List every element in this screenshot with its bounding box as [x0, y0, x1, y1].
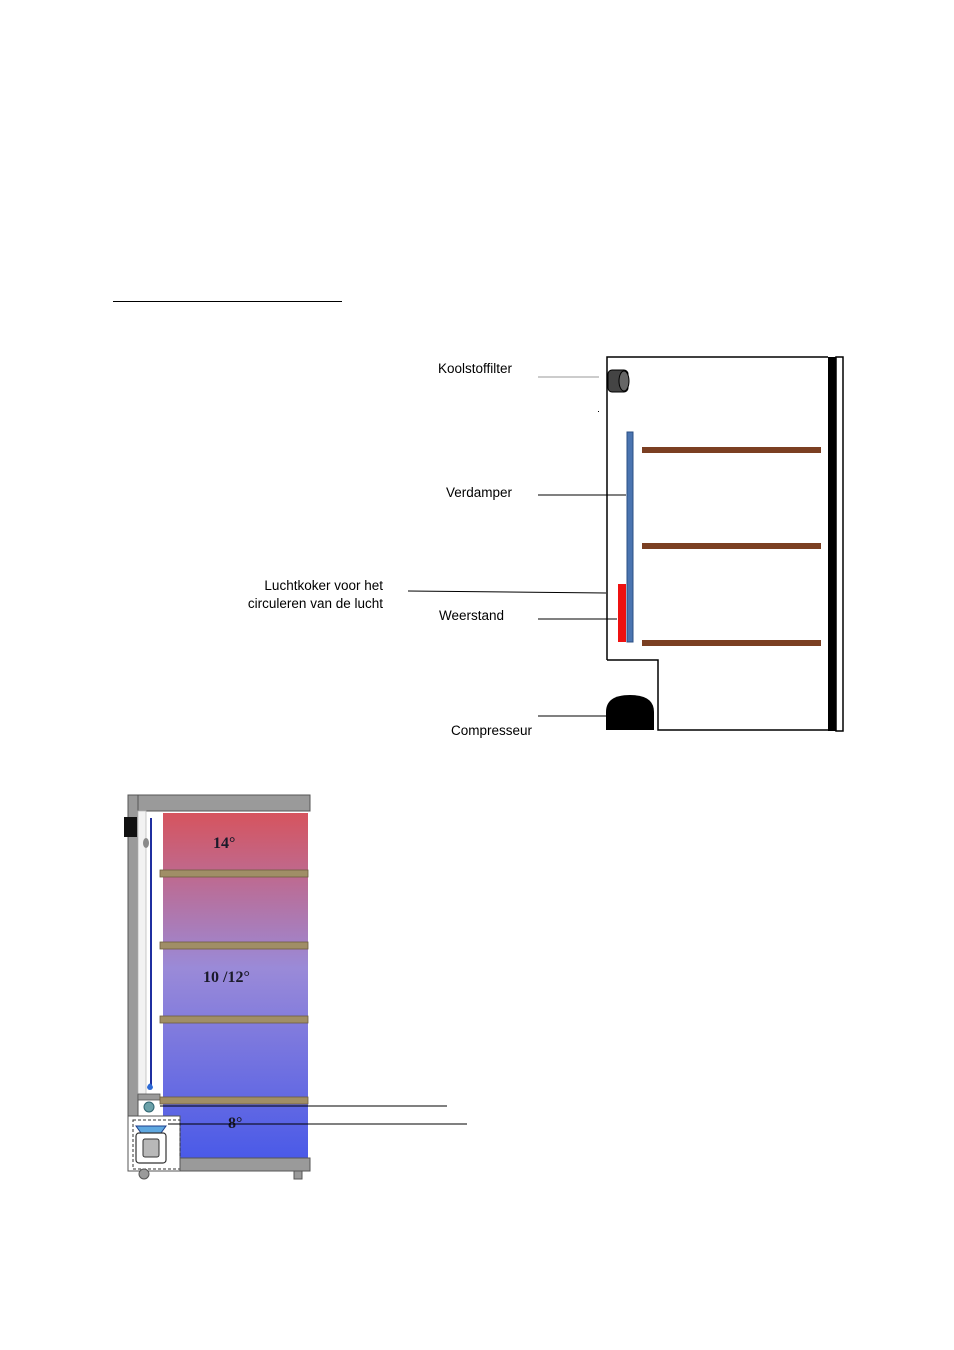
- bottom-wall: [180, 1158, 310, 1171]
- shelf: [160, 942, 308, 949]
- shelf: [160, 1016, 308, 1023]
- air-duct-label-line1: Luchtkoker voor het: [264, 578, 383, 593]
- filter-cap: [143, 838, 149, 848]
- carbon-filter-icon: [124, 817, 137, 837]
- evaporator-label: Verdamper: [446, 485, 513, 500]
- evaporator: [627, 432, 633, 642]
- top-wall: [128, 795, 310, 811]
- water-drop-icon: [147, 1084, 153, 1091]
- back-wall: [128, 795, 138, 1117]
- shelf: [160, 1097, 308, 1104]
- heating-resistor-label: Weerstand: [439, 608, 505, 623]
- temp-bottom-zone: 8°: [228, 1115, 243, 1132]
- heating-resistor: [618, 584, 626, 642]
- temp-middle-zone: 10 /12°: [203, 969, 250, 986]
- fan-icon: [144, 1102, 154, 1112]
- wine-cabinet-section: [124, 795, 310, 1179]
- carbon-filter-label: Koolstoffilter: [438, 361, 513, 376]
- foot: [294, 1171, 302, 1179]
- air-duct-label-line2: circuleren van de lucht: [247, 596, 383, 611]
- air-duct: [138, 811, 146, 1094]
- foot: [139, 1169, 149, 1179]
- temp-top-zone: 14°: [213, 835, 236, 852]
- shelf: [642, 543, 821, 549]
- shelf: [160, 870, 308, 877]
- compressor: [606, 695, 654, 730]
- shelf: [642, 640, 821, 646]
- shelf: [642, 447, 821, 453]
- door: [828, 357, 843, 731]
- compressor-core: [143, 1139, 159, 1157]
- drip-tray: [136, 1126, 166, 1133]
- wall-step: [138, 1094, 160, 1100]
- air-duct-leader: [408, 591, 606, 593]
- carbon-filter-icon: [608, 370, 629, 392]
- marker-dot: [598, 411, 599, 412]
- compressor-label: Compresseur: [451, 723, 533, 738]
